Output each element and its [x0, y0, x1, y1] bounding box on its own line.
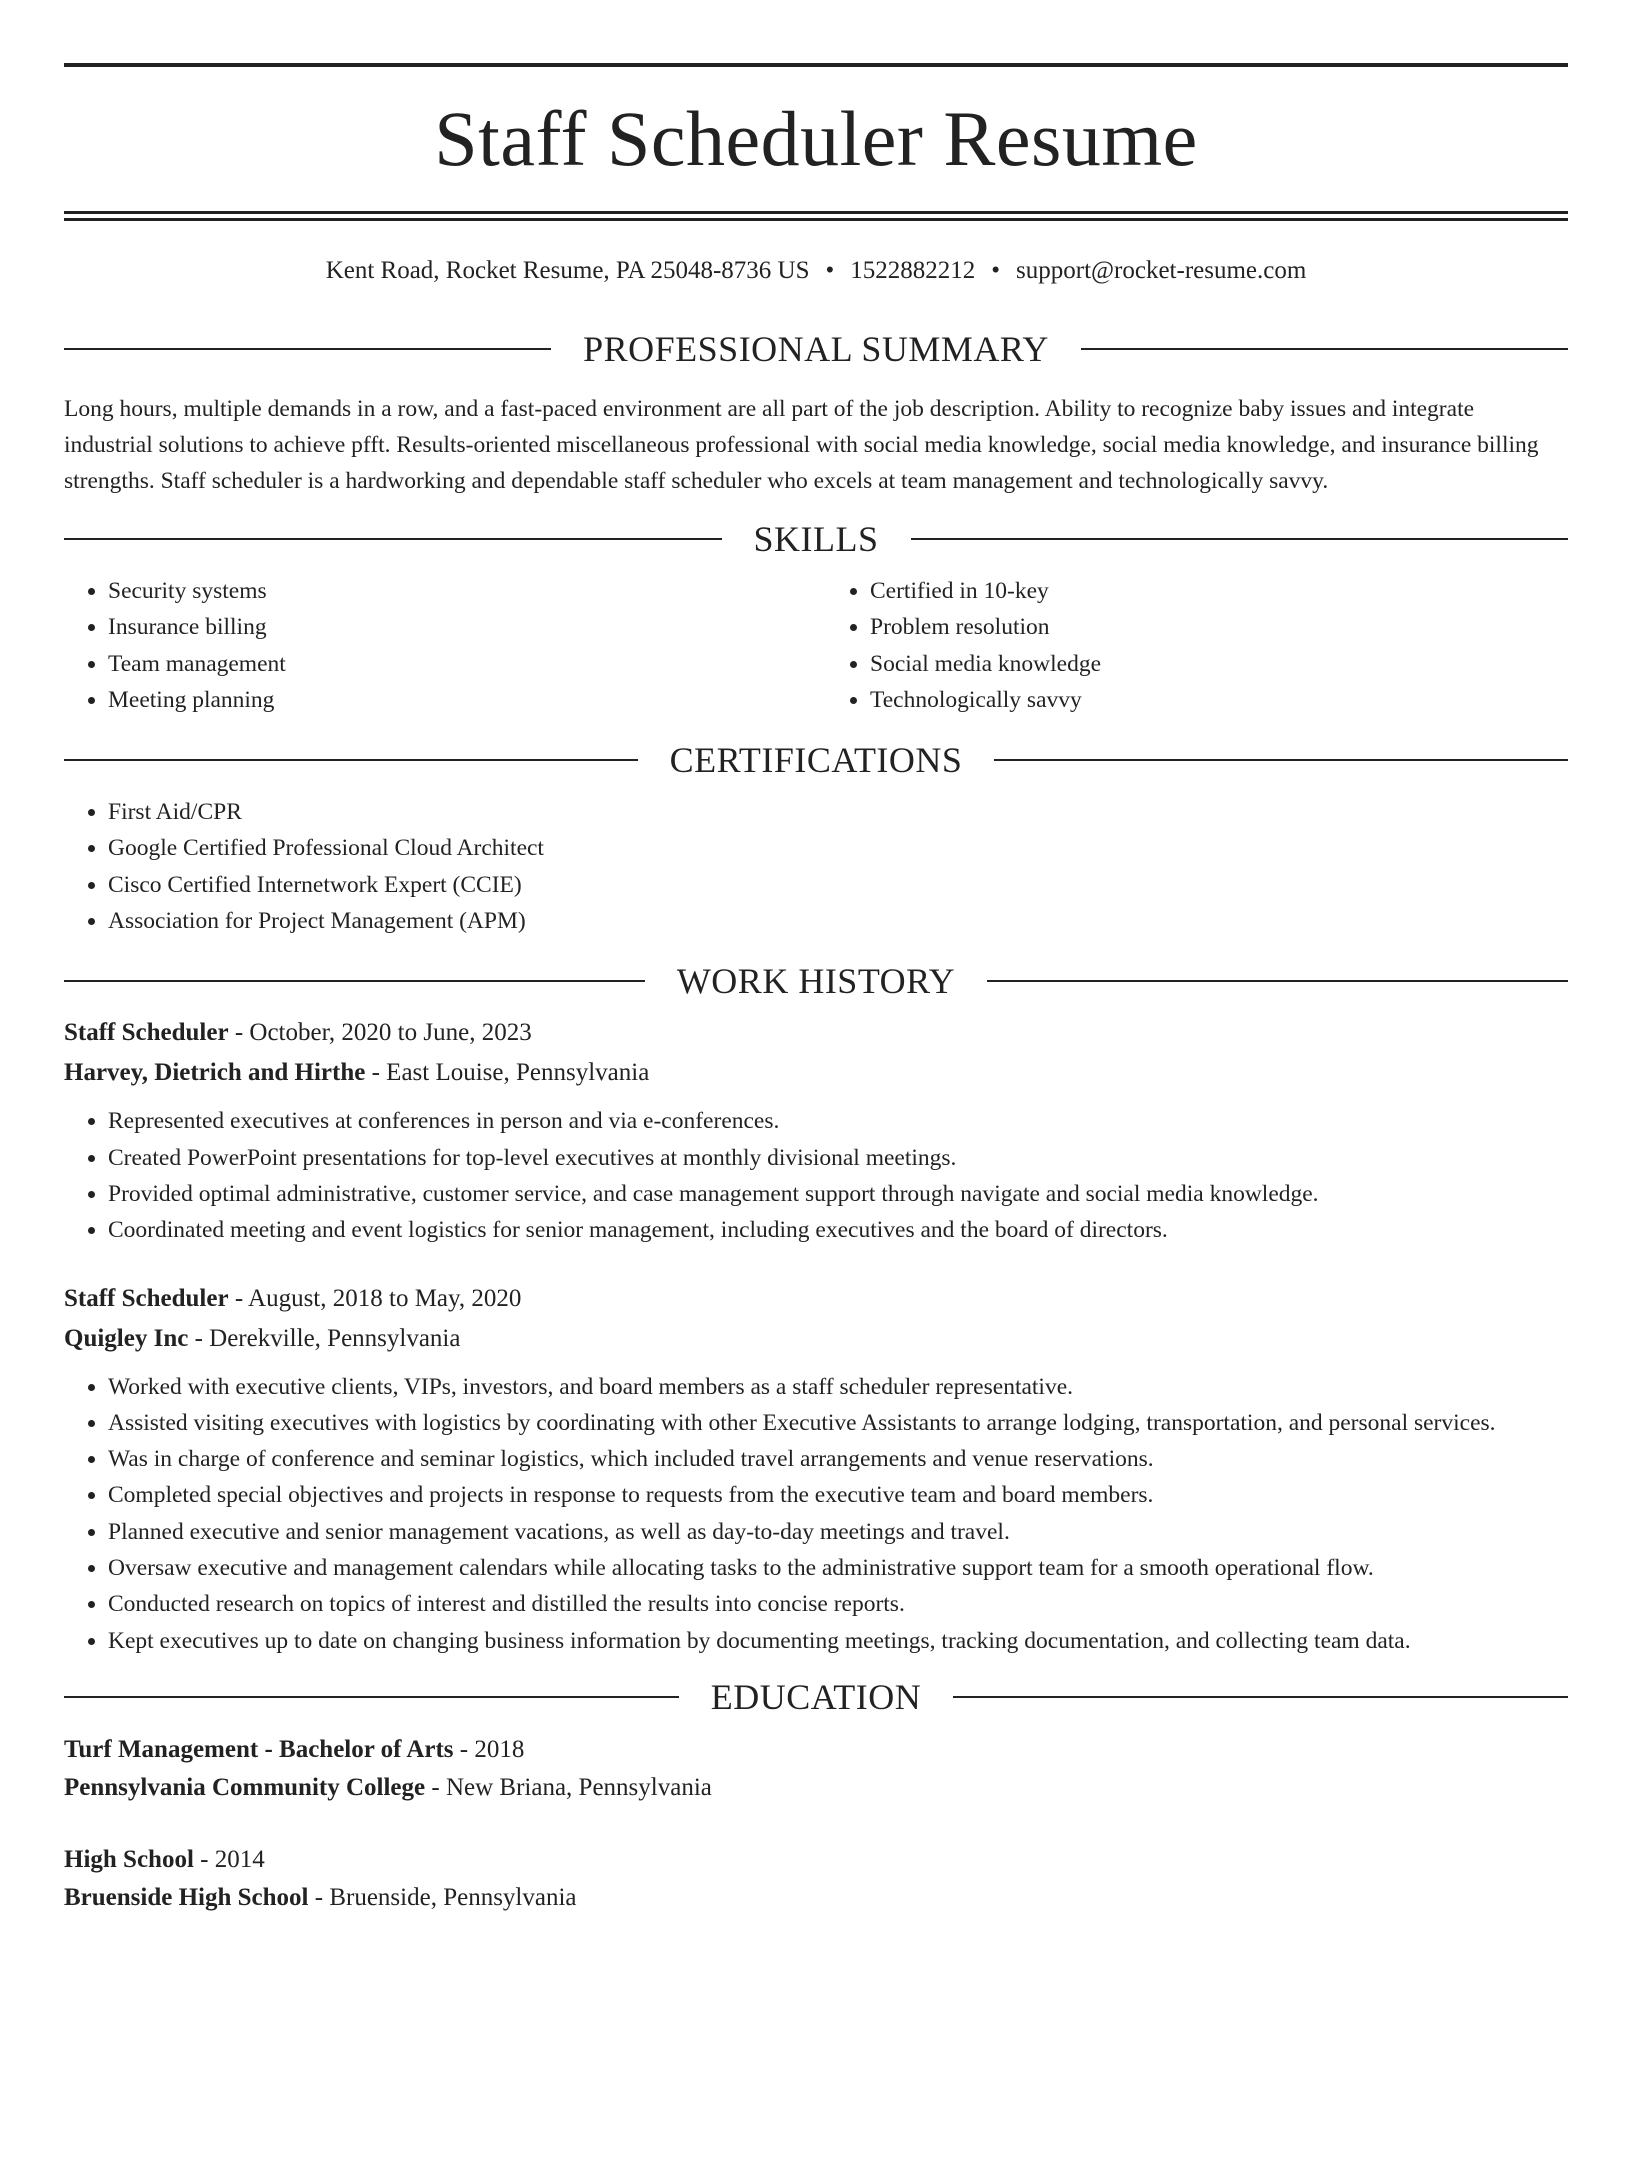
- section-heading-skills: [64, 511, 1568, 567]
- education-year: - 2014: [193, 1845, 265, 1873]
- job-company: Harvey, Dietrich and Hirthe: [64, 1059, 366, 1087]
- resume-title: Staff Scheduler Resume: [434, 95, 1198, 182]
- title-double-rule: [64, 211, 1568, 221]
- resume-page: [0, 63, 1632, 2175]
- skills-list-left: [64, 573, 806, 718]
- heading-rule-right: [987, 980, 1568, 982]
- section-heading-work: [64, 953, 1568, 1009]
- heading-rule-left: [64, 1696, 679, 1698]
- education-entry: [64, 1731, 1568, 1807]
- job-company-line: [64, 1319, 1568, 1359]
- job-bullets: [64, 1369, 1568, 1659]
- heading-rule-left: [64, 759, 638, 761]
- contact-phone: 1522882212: [850, 257, 976, 284]
- contact-separator: •: [825, 257, 835, 284]
- heading-rule-left: [64, 538, 722, 540]
- section-title-summary: PROFESSIONAL SUMMARY: [583, 329, 1049, 369]
- section-heading-summary: [64, 321, 1568, 377]
- job-title: Staff Scheduler: [64, 1019, 229, 1047]
- job-title: Staff Scheduler: [64, 1284, 229, 1312]
- section-title-certifications: CERTIFICATIONS: [669, 740, 963, 781]
- section-heading-certifications: [64, 732, 1568, 788]
- education-degree: Turf Management - Bachelor of Arts: [64, 1735, 454, 1763]
- education-location: - New Briana, Pennsylvania: [425, 1773, 712, 1801]
- education-school: Pennsylvania Community College: [64, 1773, 426, 1801]
- job-bullet: • Assisted visiting executives with logistics by coordinating with other Executive Assistants to arrange lodging, transportation, and personal services.: [108, 1405, 1568, 1441]
- job-dates: - August, 2018 to May, 2020: [228, 1284, 522, 1312]
- contact-email: support@rocket-resume.com: [1016, 257, 1307, 284]
- job-bullets: [64, 1103, 1568, 1248]
- skill-item: • Team management: [108, 646, 806, 682]
- job-entry: [64, 1279, 1568, 1659]
- heading-rule-right: [953, 1696, 1568, 1698]
- contact-address: Kent Road, Rocket Resume, PA 25048-8736 US: [325, 257, 810, 284]
- certifications-list: [64, 794, 1568, 939]
- skill-item: • Security systems: [108, 573, 806, 609]
- job-title-line: [64, 1013, 1568, 1053]
- skill-item: • Certified in 10-key: [870, 573, 1568, 609]
- heading-rule-right: [1081, 348, 1568, 350]
- job-bullet: • Planned executive and senior management vacations, as well as day-to-day meetings and travel.: [108, 1514, 1568, 1550]
- job-company-line: [64, 1053, 1568, 1093]
- skill-item: • Insurance billing: [108, 609, 806, 645]
- job-bullet: • Worked with executive clients, VIPs, investors, and board members as a staff scheduler representative.: [108, 1369, 1568, 1405]
- contact-line: [64, 251, 1568, 291]
- section-title-education: EDUCATION: [710, 1676, 922, 1717]
- education-degree-line: [64, 1841, 1568, 1879]
- job-bullet: • Created PowerPoint presentations for top-level executives at monthly divisional meetings.: [108, 1140, 1568, 1176]
- job-bullet: • Oversaw executive and management calendars while allocating tasks to the administrative support team for a smooth operational flow.: [108, 1550, 1568, 1586]
- job-bullet: • Kept executives up to date on changing business information by documenting meetings, tracking documentation, and collecting team data.: [108, 1623, 1568, 1659]
- summary-text: Long hours, multiple demands in a row, and a fast-paced environment are all part of the job description. Ability to recognize baby issues and integrate industrial solutions to achieve pfft. Results-oriented miscellaneous professional with social media knowledge, social media knowledge, and insurance billing strengths. Staff scheduler is a hardworking and dependable staff scheduler who excels at team management and technologically savvy.: [64, 396, 1539, 494]
- education-school-line: [64, 1879, 1568, 1917]
- education-school-line: [64, 1769, 1568, 1807]
- skills-grid: [64, 573, 1568, 718]
- education-entry: [64, 1841, 1568, 1917]
- job-location: - Derekville, Pennsylvania: [188, 1324, 461, 1352]
- education-school: Bruenside High School: [64, 1883, 309, 1911]
- job-entry: [64, 1013, 1568, 1248]
- job-company: Quigley Inc: [64, 1324, 189, 1352]
- skill-item: • Social media knowledge: [870, 646, 1568, 682]
- job-bullet: • Provided optimal administrative, customer service, and case management support through navigate and social media knowledge.: [108, 1176, 1568, 1212]
- certification-item: • First Aid/CPR: [108, 794, 1568, 830]
- skill-item: • Problem resolution: [870, 609, 1568, 645]
- contact-separator: •: [991, 257, 1001, 284]
- job-bullet: • Completed special objectives and projects in response to requests from the executive team and board members.: [108, 1477, 1568, 1513]
- education-degree-line: [64, 1731, 1568, 1769]
- heading-rule-left: [64, 980, 645, 982]
- heading-rule-right: [911, 538, 1569, 540]
- heading-rule-left: [64, 348, 551, 350]
- heading-rule-right: [994, 759, 1568, 761]
- skills-list-right: [806, 573, 1568, 718]
- section-title-work: WORK HISTORY: [676, 961, 956, 1002]
- job-dates: - October, 2020 to June, 2023: [228, 1019, 532, 1047]
- job-bullet: • Conducted research on topics of interest and distilled the results into concise reports.: [108, 1586, 1568, 1622]
- education-location: - Bruenside, Pennsylvania: [308, 1883, 577, 1911]
- education-degree: High School: [64, 1845, 194, 1873]
- skill-item: • Technologically savvy: [870, 682, 1568, 718]
- skill-item: • Meeting planning: [108, 682, 806, 718]
- section-heading-education: [64, 1669, 1568, 1725]
- job-bullet: • Represented executives at conferences in person and via e-conferences.: [108, 1103, 1568, 1139]
- certification-item: • Google Certified Professional Cloud Architect: [108, 830, 1568, 866]
- certification-item: • Cisco Certified Internetwork Expert (CCIE): [108, 867, 1568, 903]
- job-title-line: [64, 1279, 1568, 1319]
- certification-item: • Association for Project Management (APM): [108, 903, 1568, 939]
- job-bullet: • Was in charge of conference and seminar logistics, which included travel arrangements and venue reservations.: [108, 1441, 1568, 1477]
- job-location: - East Louise, Pennsylvania: [365, 1059, 650, 1087]
- section-title-skills: SKILLS: [753, 519, 879, 559]
- education-year: - 2018: [453, 1735, 525, 1763]
- job-bullet: • Coordinated meeting and event logistics for senior management, including executives and the board of directors.: [108, 1212, 1568, 1248]
